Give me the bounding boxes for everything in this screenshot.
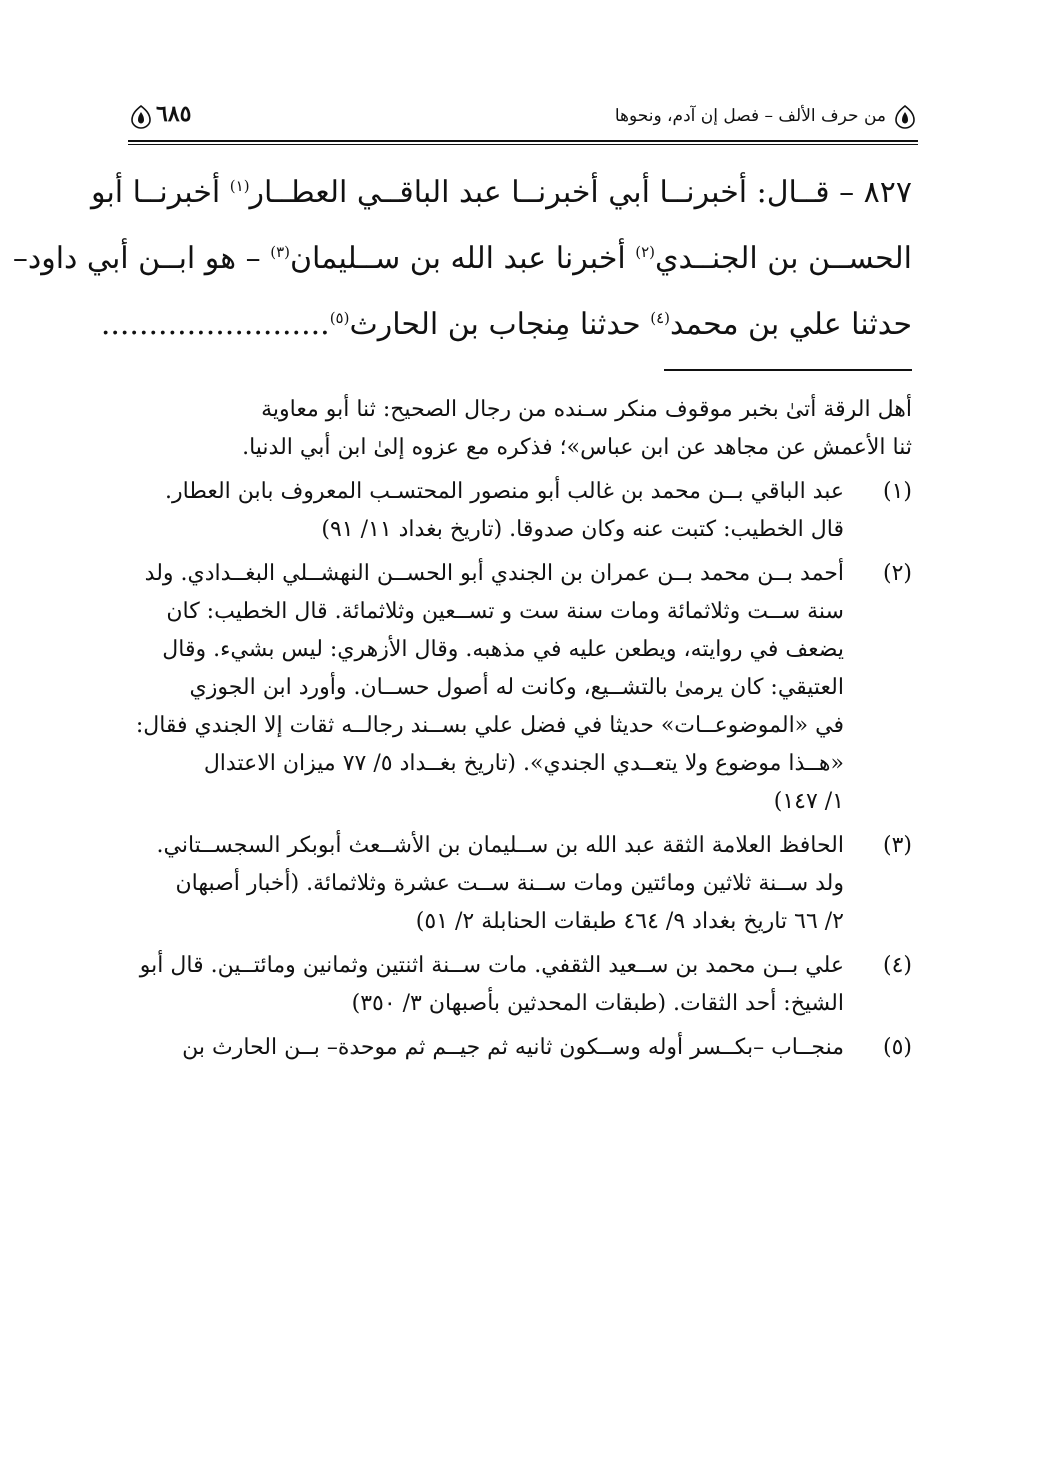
header-rule-thin	[128, 144, 918, 145]
main-line-3	[100, 292, 912, 358]
text-run: أخبرنا عبد الله بن ســليمان	[289, 241, 636, 276]
footnote-line: أهل الرقة أتىٰ بخبر موقوف منكر سـنده من رجال الصحيح: ثنا أبو معاوية	[261, 397, 912, 422]
footnote-line: عبد الباقي بــن محمد بن غالب أبو منصور المحتسـب المعروف بابن العطار.	[165, 479, 844, 504]
footnote-number: (١)	[882, 479, 912, 504]
footnote-line: سنة ســت وثلاثمائة ومات سنة ست و تســعين وثلاثمائة. قال الخطيب: كان	[166, 599, 844, 624]
footnote-number: (٤)	[882, 953, 912, 978]
text-run: – هو ابــن أبي داود–	[12, 241, 271, 276]
footnote-continuation	[122, 391, 912, 467]
footnote-line: علي بــن محمد بن ســعيد الثقفي. مات ســنة اثنتين وثمانين ومائتــين. قال أبو	[139, 953, 844, 978]
footnote-line: قال الخطيب: كتبت عنه وكان صدوقا. (تاريخ بغداد ١١/ ٩١)	[321, 517, 844, 542]
footnote-item	[122, 947, 912, 1023]
ornament-icon	[892, 104, 918, 130]
footnote-line: أحمد بــن محمد بــن عمران بن الجندي أبو الحســن النهشــلي البغــدادي. ولد	[144, 561, 844, 586]
footnote-line: ٢/ ٦٦ تاريخ بغداد ٩/ ٤٦٤ طبقات الحنابلة ٢/ ٥١)	[415, 909, 844, 934]
footnote-marker[interactable]: (٥)	[329, 309, 350, 327]
footnote-line: ١/ ١٤٧)	[773, 789, 844, 814]
footnote-line: ثنا الأعمش عن مجاهد عن ابن عباس»؛ فذكره مع عزوه إلىٰ ابن أبي الدنيا.	[242, 435, 912, 460]
footnote-number: (٥)	[882, 1035, 912, 1060]
footnote-line: الشيخ: أحد الثقات. (طبقات المحدثين بأصبهان ٣/ ٣٥٠)	[351, 991, 844, 1016]
page-number: ٦٨٥	[156, 101, 192, 127]
footnote-marker[interactable]: (٤)	[650, 309, 670, 327]
ornament-icon	[128, 104, 154, 130]
footnote-line: في «الموضوعــات» حديثا في فضل علي بســند رجالــه ثقات إلا الجندي فقال:	[135, 713, 844, 738]
footnote-number: (٣)	[882, 833, 912, 858]
text-run: حدثنا مِنجاب بن الحارث	[349, 307, 651, 342]
footnotes	[122, 391, 912, 1067]
footnote-marker[interactable]: (١)	[229, 177, 250, 195]
footnote-marker[interactable]: (٣)	[270, 243, 290, 261]
footnote-item	[122, 473, 912, 549]
footnote-line: «هــذا موضوع ولا يتعــدي الجندي». (تاريخ بغــداد ٥/ ٧٧ ميزان الاعتدال	[203, 751, 844, 776]
text-run: ........................	[100, 307, 330, 342]
footnote-item	[122, 555, 912, 821]
header-title: من حرف الألف – فصل إن آدم، ونحوها	[614, 106, 886, 126]
footnote-separator	[664, 369, 912, 371]
text-run: ٨٢٧ – قــال: أخبرنــا أبي أخبرنــا عبد الباقــي العطــار	[249, 175, 912, 210]
main-line-2	[12, 226, 912, 292]
main-line-1	[90, 160, 912, 226]
footnote-line: ولد ســنة ثلاثين ومائتين ومات ســنة ســت عشرة وثلاثمائة. (أخبار أصبهان	[175, 871, 844, 896]
hadith-text	[12, 160, 912, 358]
footnote-marker[interactable]: (٢)	[635, 243, 656, 261]
footnote-item	[122, 1029, 912, 1067]
footnote-line: يضعف في روايته، ويطعن عليه في مذهبه. وقال الأزهري: ليس بشيء. وقال	[162, 637, 844, 662]
footnote-line: العتيقي: كان يرمىٰ بالتشــيع، وكانت له أصول حســان. وأورد ابن الجوزي	[189, 675, 844, 700]
header-rule	[128, 140, 918, 142]
footnote-line: الحافظ العلامة الثقة عبد الله بن ســليمان بن الأشــعث أبوبكر السجســتاني.	[156, 833, 844, 858]
footnote-number: (٢)	[882, 561, 912, 586]
text-run: حدثنا علي بن محمد	[670, 307, 912, 342]
footnote-item	[122, 827, 912, 941]
footnote-line: منجــاب –بكــسر أوله وســكون ثانيه ثم جيــم ثم موحدة– بــن الحارث بن	[182, 1035, 844, 1060]
text-run: الحســن بن الجنــدي	[655, 241, 912, 276]
text-run: أخبرنــا أبو	[90, 175, 230, 210]
running-header	[128, 98, 918, 138]
